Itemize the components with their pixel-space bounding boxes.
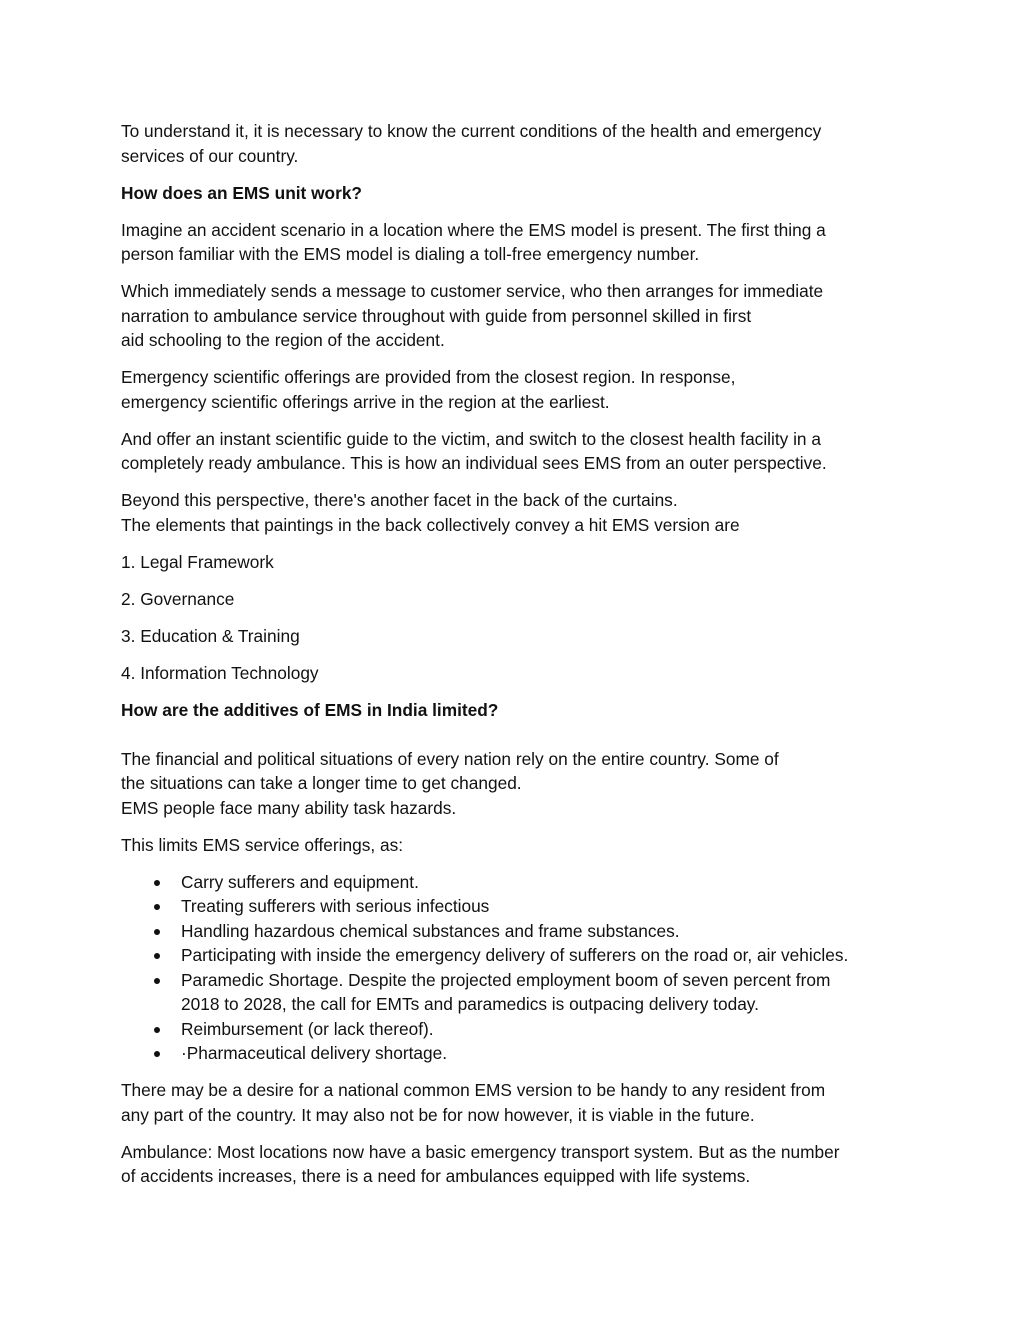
text-line: Paramedic Shortage. Despite the projected employment boom of seven percent from xyxy=(181,969,831,990)
intro-paragraph xyxy=(121,119,911,168)
bullet-dot-icon xyxy=(154,929,160,935)
text-line: Treating sufferers with serious infectious xyxy=(181,896,490,916)
text-line: There may be a desire for a national common EMS version to be handy to any resident from xyxy=(121,1080,826,1100)
list-item xyxy=(121,894,911,919)
numbered-item-legal-framework: 1. Legal Framework xyxy=(121,551,274,572)
bullet-dot-icon xyxy=(154,904,160,910)
text-line: emergency scientific offerings arrive in the region at the earliest. xyxy=(121,391,610,412)
numbered-item-education-training: 3. Education & Training xyxy=(121,625,300,646)
text-line: Reimbursement (or lack thereof). xyxy=(181,1018,434,1039)
paragraph-scientific-guide xyxy=(121,427,911,476)
text-line: the situations can take a longer time to get changed. xyxy=(121,773,522,793)
text-line: aid schooling to the region of the accident. xyxy=(121,330,445,350)
text-line: narration to ambulance service throughout with guide from personnel skilled in first xyxy=(121,305,752,326)
text-line: Participating with inside the emergency delivery of sufferers on the road or, air vehicles. xyxy=(181,945,849,965)
text-line: Handling hazardous chemical substances and frame substances. xyxy=(181,920,680,941)
paragraph-national-ems xyxy=(121,1078,911,1127)
text-line: This limits EMS service offerings, as: xyxy=(121,834,404,855)
paragraph-customer-service xyxy=(121,279,911,353)
list-item xyxy=(121,968,911,1017)
numbered-item-information-technology: 4. Information Technology xyxy=(121,662,319,683)
text-line: Imagine an accident scenario in a location where the EMS model is present. The first thing a xyxy=(121,219,826,240)
paragraph-ambulance xyxy=(121,1140,911,1189)
text-line: To understand it, it is necessary to know the current conditions of the health and emergency xyxy=(121,121,822,141)
text-line: The financial and political situations of every nation rely on the entire country. Some of xyxy=(121,748,779,769)
bullet-dot-icon xyxy=(154,1051,160,1057)
paragraph-financial-political xyxy=(121,747,911,821)
text-line: Beyond this perspective, there's another facet in the back of the curtains. xyxy=(121,490,678,510)
text-line: completely ready ambulance. This is how an individual sees EMS from an outer perspective. xyxy=(121,453,827,473)
list-item xyxy=(121,1017,911,1042)
text-line: And offer an instant scientific guide to the victim, and switch to the closest health facility in a xyxy=(121,428,821,449)
bullet-dot-icon xyxy=(154,880,160,886)
bullet-list-limits xyxy=(121,870,911,1066)
list-item xyxy=(121,919,911,944)
text-line: services of our country. xyxy=(121,145,299,166)
numbered-item-governance: 2. Governance xyxy=(121,588,235,609)
list-item xyxy=(121,943,911,968)
text-line: Which immediately sends a message to customer service, who then arranges for immediate xyxy=(121,281,824,301)
list-item xyxy=(121,870,911,895)
list-item xyxy=(121,1041,911,1066)
bullet-dot-icon xyxy=(154,953,160,959)
text-line: Emergency scientific offerings are provided from the closest region. In response, xyxy=(121,367,736,387)
section-heading-ems-india: How are the additives of EMS in India limited? xyxy=(121,699,499,720)
text-line: of accidents increases, there is a need for ambulances equipped with life systems. xyxy=(121,1166,751,1186)
text-line: Ambulance: Most locations now have a basic emergency transport system. But as the number xyxy=(121,1141,840,1162)
text-line: person familiar with the EMS model is dialing a toll-free emergency number. xyxy=(121,244,700,264)
paragraph-accident-scenario xyxy=(121,218,911,267)
bullet-dot-icon xyxy=(154,978,160,984)
paragraph-emergency-offerings xyxy=(121,365,911,414)
text-line: EMS people face many ability task hazards. xyxy=(121,797,457,818)
text-line: ·Pharmaceutical delivery shortage. xyxy=(181,1043,448,1063)
paragraph-perspective xyxy=(121,488,911,537)
text-line: Carry sufferers and equipment. xyxy=(181,871,419,892)
paragraph-limits-intro xyxy=(121,833,911,858)
document-page xyxy=(121,119,911,1201)
text-line: The elements that paintings in the back collectively convey a hit EMS version are xyxy=(121,514,740,535)
text-line: 2018 to 2028, the call for EMTs and paramedics is outpacing delivery today. xyxy=(181,994,759,1014)
bullet-dot-icon xyxy=(154,1027,160,1033)
text-line: any part of the country. It may also not be for now however, it is viable in the future. xyxy=(121,1104,755,1125)
section-heading-ems-unit: How does an EMS unit work? xyxy=(121,182,362,203)
